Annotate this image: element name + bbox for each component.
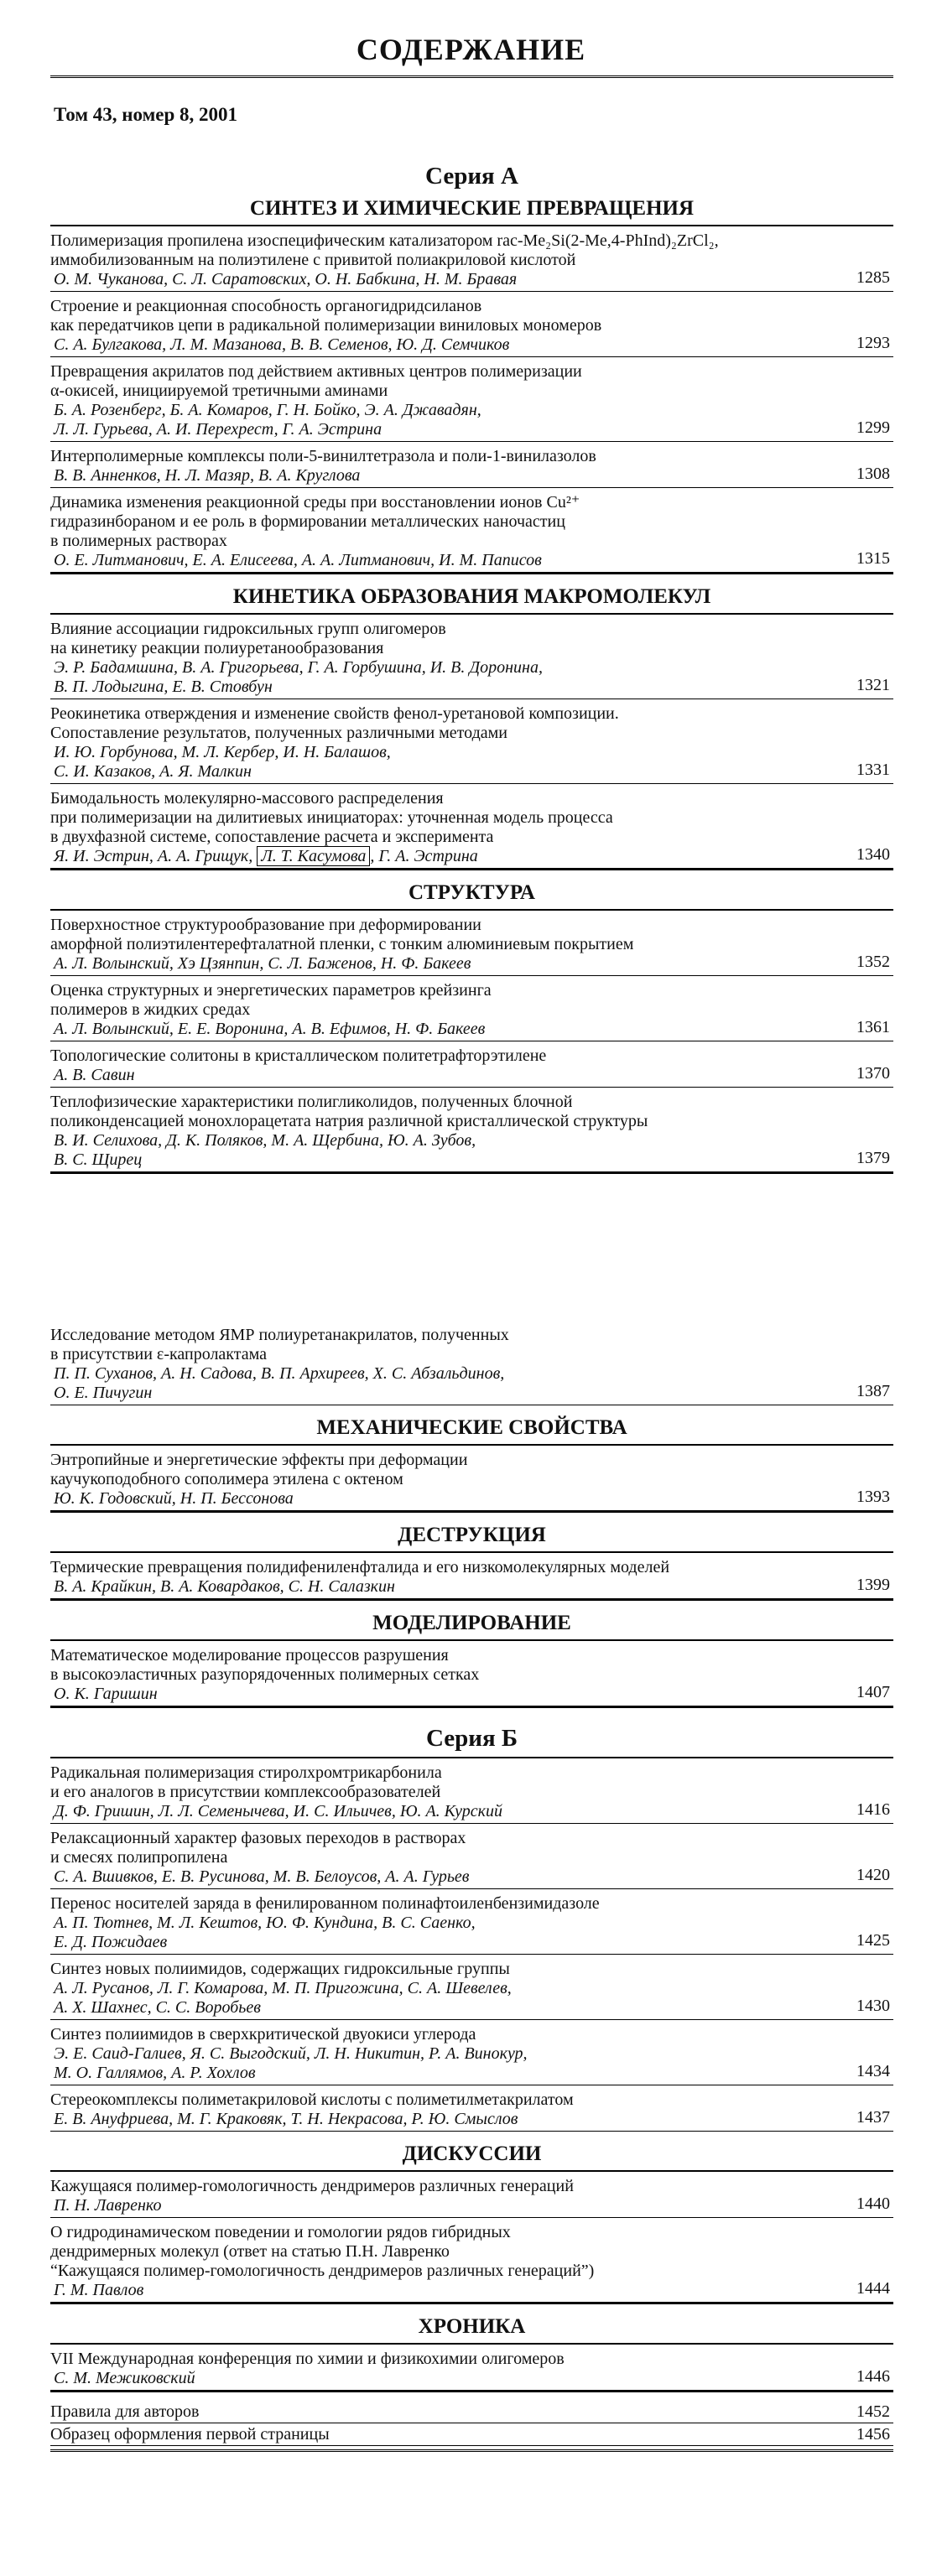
article-title-line: α-окисей, инициируемой третичными аминами — [50, 382, 388, 400]
authors-row — [50, 1802, 893, 1824]
article-title-line: поликонденсацией монохлорацетата натрия различной кристаллической структуры — [50, 1112, 648, 1130]
toc-entry — [50, 981, 893, 1041]
authors-line: П. П. Суханов, А. Н. Садова, В. П. Архиреев, Х. С. Абзальдинов, — [54, 1364, 505, 1383]
article-title — [50, 704, 893, 743]
authors-line: В. С. Щирец — [54, 1150, 143, 1169]
article-title — [50, 1829, 893, 1867]
series-a-sections — [50, 195, 893, 1174]
page-number: 1331 — [856, 761, 890, 779]
article-title-line: и смесях полипропилена — [50, 1848, 228, 1867]
page-number: 1361 — [856, 1018, 890, 1036]
page-number: 1293 — [856, 334, 890, 352]
article-authors — [50, 1914, 809, 1952]
authors-line: О. М. Чуканова, С. Л. Саратовских, О. Н. Бабкина, Н. М. Бравая — [54, 270, 518, 288]
authors-line: А. В. Савин — [54, 1066, 135, 1084]
section-end-rule — [50, 1599, 893, 1601]
article-title — [50, 1763, 893, 1802]
authors-line: Л. Л. Гурьева, А. И. Перехрест, Г. А. Эстрина — [54, 420, 383, 439]
article-title — [50, 231, 893, 270]
page-number: 1456 — [856, 2425, 890, 2444]
authors-row — [50, 335, 893, 357]
page-number: 1446 — [856, 2367, 890, 2386]
toc-entry — [50, 1046, 893, 1088]
article-title-line: Превращения акрилатов под действием активных центров полимеризации — [50, 362, 582, 381]
article-title-line: Релаксационный характер фазовых переходов в растворах — [50, 1829, 466, 1847]
article-title-line: VII Международная конференция по химии и физикохимии олигомеров — [50, 2350, 565, 2368]
toc-entry — [50, 1960, 893, 2020]
authors-part: Я. И. Эстрин, А. А. Грищук, — [54, 847, 258, 865]
article-title-line: Энтропийные и энергетические эффекты при деформации — [50, 1451, 468, 1469]
authors-row — [50, 2281, 893, 2303]
authors-row — [50, 1066, 893, 1088]
toc-entry — [50, 231, 893, 292]
section-heading: ДЕСТРУКЦИЯ — [50, 1521, 893, 1553]
article-authors — [50, 2044, 809, 2083]
authors-part: , Г. А. Эстрина — [370, 847, 478, 865]
article-authors — [50, 1802, 809, 1821]
page-number: 1444 — [856, 2279, 890, 2298]
article-authors — [50, 2110, 809, 2129]
toc-entry — [50, 2350, 893, 2391]
article-title — [50, 620, 893, 658]
article-authors — [50, 743, 809, 782]
authors-line: Э. Р. Бадамшина, В. А. Григорьева, Г. А. Горбушина, И. В. Доронина, — [54, 658, 543, 677]
article-authors — [50, 1364, 809, 1403]
page-title: СОДЕРЖАНИЕ — [356, 33, 586, 66]
series-title: Серия А — [425, 163, 518, 190]
article-authors — [50, 1131, 809, 1170]
toc-entry — [50, 1646, 893, 1706]
toc-entry — [50, 916, 893, 976]
section-heading: КИНЕТИКА ОБРАЗОВАНИЯ МАКРОМОЛЕКУЛ — [50, 583, 893, 615]
page-number: 1399 — [856, 1576, 890, 1594]
article-title — [50, 2090, 893, 2110]
article-title-line: дендримерных молекул (ответ на статью П.Н. Лавренко — [50, 2242, 450, 2261]
article-title-line: Исследование методом ЯМР полиуретанакрилатов, полученных — [50, 1326, 509, 1344]
article-authors — [50, 551, 809, 570]
article-title — [50, 297, 893, 335]
article-authors — [50, 466, 809, 486]
authors-line: М. О. Галлямов, А. Р. Хохлов — [54, 2064, 256, 2082]
article-title-line: в полимерных растворах — [50, 532, 227, 550]
footer-item — [50, 2423, 893, 2446]
article-title-line: Синтез новых полиимидов, содержащих гидроксильные группы — [50, 1960, 510, 1978]
page-number: 1452 — [856, 2402, 890, 2421]
article-authors — [50, 401, 809, 439]
article-title — [50, 1326, 893, 1364]
toc-entry — [50, 447, 893, 488]
footer-item — [50, 2401, 893, 2423]
authors-line: О. Е. Пичугин — [54, 1384, 153, 1402]
article-title-line: в высокоэластичных разупорядоченных полимерных сетках — [50, 1665, 480, 1684]
series-b-entries — [50, 1763, 893, 2132]
article-title-line: Оценка структурных и энергетических параметров крейзинга — [50, 981, 492, 1000]
authors-row — [50, 1131, 893, 1172]
page-number: 1308 — [856, 465, 890, 483]
section-end-rule — [50, 1511, 893, 1513]
article-authors — [50, 1685, 809, 1704]
article-title-line: Кажущаяся полимер-гомологичность дендримеров различных генераций — [50, 2177, 574, 2195]
toc-entry — [50, 1558, 893, 1599]
article-title-line: как передатчиков цепи в радикальной полимеризации виниловых мономеров — [50, 316, 602, 335]
authors-line: А. Л. Русанов, Л. Г. Комарова, М. П. Пригожина, С. А. Шевелев, — [54, 1979, 512, 1997]
article-title-line: полимеров в жидких средах — [50, 1000, 251, 1019]
article-title-line: Радикальная полимеризация стиролхромтрикарбонила — [50, 1763, 442, 1782]
authors-line: А. Л. Волынский, Е. Е. Воронина, А. В. Ефимов, Н. Ф. Бакеев — [54, 1020, 486, 1038]
authors-line: С. А. Вшивков, Е. В. Русинова, М. В. Белоусов, А. А. Гурьев — [54, 1867, 470, 1886]
article-authors — [50, 1020, 809, 1039]
article-title — [50, 2350, 893, 2369]
title-rule — [50, 75, 893, 78]
authors-row — [50, 743, 893, 784]
toc-entry — [50, 2177, 893, 2218]
page-number: 1370 — [856, 1064, 890, 1083]
article-title — [50, 2177, 893, 2196]
section-end-rule — [50, 2391, 893, 2392]
page-number: 1437 — [856, 2108, 890, 2127]
toc-entry — [50, 2223, 893, 2303]
page-number: 1379 — [856, 1149, 890, 1167]
article-title-line: Поверхностное структурообразование при деформировании — [50, 916, 481, 934]
authors-boxed-name: Л. Т. Касумова — [257, 846, 370, 866]
section-heading: МОДЕЛИРОВАНИЕ — [50, 1609, 893, 1641]
authors-row — [50, 1979, 893, 2020]
article-title-line: в двухфазной системе, сопоставление расчета и эксперимента — [50, 828, 494, 846]
article-authors — [50, 1867, 809, 1887]
article-title-line: Полимеризация пропилена изоспецифическим катализатором rac-Me₂Si(2-Me,4-PhInd)₂ZrCl₂, — [50, 231, 719, 250]
toc-entry — [50, 789, 893, 869]
page-number: 1420 — [856, 1866, 890, 1884]
toc-entry — [50, 362, 893, 442]
section-heading: СТРУКТУРА — [50, 879, 893, 911]
toc-entry — [50, 1451, 893, 1511]
series-a — [50, 161, 893, 1174]
toc-entry — [50, 1093, 893, 1172]
authors-row — [50, 2110, 893, 2132]
article-title-line: и его аналогов в присутствии комплексообразователей — [50, 1783, 441, 1801]
article-title-line: “Кажущаяся полимер-гомологичность дендримеров различных генераций”) — [50, 2262, 595, 2280]
series-a-continued — [50, 1321, 893, 1708]
article-title-line: Стереокомплексы полиметакриловой кислоты с полиметилметакрилатом — [50, 2090, 574, 2109]
article-title-line: Синтез полиимидов в сверхкритической двуокиси углерода — [50, 2025, 476, 2044]
article-title — [50, 1046, 893, 1066]
authors-row — [50, 466, 893, 488]
series-b-sections — [50, 2140, 893, 2392]
page-number: 1321 — [856, 676, 890, 694]
page-number: 1340 — [856, 845, 890, 864]
article-authors — [50, 954, 809, 974]
authors-line: С. И. Казаков, А. Я. Малкин — [54, 762, 252, 781]
section-heading: МЕХАНИЧЕСКИЕ СВОЙСТВА — [50, 1414, 893, 1446]
article-title-line: при полимеризации на дилитиевых инициаторах: уточненная модель процесса — [50, 808, 613, 827]
authors-line: Э. Е. Саид-Галиев, Я. С. Выгодский, Л. Н. Никитин, Р. А. Винокур, — [54, 2044, 528, 2063]
page-number: 1425 — [856, 1931, 890, 1950]
section-end-rule — [50, 1706, 893, 1708]
authors-line: В. П. Лодыгина, Е. В. Стовбун — [54, 678, 273, 696]
article-title-line: в присутствии ε-капролактама — [50, 1345, 268, 1363]
article-title — [50, 981, 893, 1020]
article-title — [50, 1894, 893, 1914]
article-title-line: Топологические солитоны в кристаллическом политетрафторэтилене — [50, 1046, 547, 1065]
article-title-line: аморфной полиэтилентерефталатной пленки, с тонким алюминиевым покрытием — [50, 935, 634, 953]
article-title — [50, 447, 893, 466]
toc-entry — [50, 704, 893, 784]
page-number: 1285 — [856, 268, 890, 287]
series-b — [50, 1723, 893, 2452]
article-title-line: Термические превращения полидифениленфталида и его низкомолекулярных моделей — [50, 1558, 670, 1576]
article-authors — [50, 2281, 809, 2300]
page-number: 1416 — [856, 1800, 890, 1819]
toc-entry — [50, 1829, 893, 1889]
authors-row — [50, 658, 893, 699]
article-authors — [50, 1979, 809, 2018]
article-title-line: гидразинбораном и ее роль в формировании металлических наночастиц — [50, 512, 565, 531]
section-heading: СИНТЕЗ И ХИМИЧЕСКИЕ ПРЕВРАЩЕНИЯ — [50, 195, 893, 226]
authors-line: Е. Д. Пожидаев — [54, 1933, 168, 1951]
article-title — [50, 1451, 893, 1489]
authors-line: А. Х. Шахнес, С. С. Воробьев — [54, 1998, 261, 2017]
authors-line: А. П. Тютнев, М. Л. Кештов, Ю. Ф. Кундина, В. С. Саенко, — [54, 1914, 476, 1932]
authors-line: В. И. Селихова, Д. К. Поляков, М. А. Щербина, Ю. А. Зубов, — [54, 1131, 476, 1150]
toc-entry — [50, 493, 893, 573]
authors-row — [50, 270, 893, 292]
article-title — [50, 1646, 893, 1685]
authors-row — [50, 1867, 893, 1889]
article-title-line: иммобилизованным на полиэтилене с привитой полиакриловой кислотой — [50, 251, 576, 269]
authors-row — [50, 1914, 893, 1955]
article-authors — [50, 270, 809, 289]
article-title-line: Теплофизические характеристики полигликолидов, полученных блочной — [50, 1093, 573, 1111]
toc-entry — [50, 1894, 893, 1955]
article-authors — [50, 335, 809, 355]
article-title-line: Интерполимерные комплексы поли-5-винилтетразола и поли-1-винилазолов — [50, 447, 596, 465]
section-end-rule — [50, 2303, 893, 2304]
page-number: 1393 — [856, 1488, 890, 1506]
footer-label: Образец оформления первой страницы — [50, 2425, 330, 2444]
toc-entry — [50, 2090, 893, 2132]
page-number: 1352 — [856, 953, 890, 971]
footer-label: Правила для авторов — [50, 2402, 200, 2421]
article-title-line: Математическое моделирование процессов разрушения — [50, 1646, 449, 1665]
article-authors — [50, 658, 809, 697]
article-title-line: на кинетику реакции полиуретанообразования — [50, 639, 384, 657]
authors-row — [50, 1685, 893, 1706]
authors-row — [50, 1020, 893, 1041]
authors-line: В. В. Анненков, Н. Л. Мазяр, В. А. Круглова — [54, 466, 361, 485]
toc-entry — [50, 620, 893, 699]
toc-entry — [50, 2025, 893, 2085]
page-number: 1387 — [856, 1382, 890, 1400]
article-title — [50, 1558, 893, 1577]
authors-line: Д. Ф. Гришин, Л. Л. Семенычева, И. С. Ильичев, Ю. А. Курский — [54, 1802, 502, 1820]
toc-entry — [50, 297, 893, 357]
authors-line: Е. В. Ануфриева, М. Г. Краковяк, Т. Н. Некрасова, Р. Ю. Смыслов — [54, 2110, 518, 2128]
article-authors — [50, 1066, 809, 1085]
authors-row — [50, 1364, 893, 1405]
authors-row — [50, 2044, 893, 2085]
page-number: 1315 — [856, 549, 890, 568]
continued-sections — [50, 1414, 893, 1708]
article-title-line: Строение и реакционная способность органогидридсиланов — [50, 297, 482, 315]
authors-row — [50, 2196, 893, 2218]
article-title-line: Динамика изменения реакционной среды при восстановлении ионов Cu²⁺ — [50, 493, 580, 512]
section-end-rule — [50, 1172, 893, 1174]
authors-line: И. Ю. Горбунова, М. Л. Кербер, И. Н. Балашов, — [54, 743, 391, 761]
page-number: 1407 — [856, 1683, 890, 1701]
article-authors — [50, 1577, 809, 1597]
continued-entry — [50, 1326, 893, 1405]
section-heading: ХРОНИКА — [50, 2313, 893, 2345]
authors-line: П. Н. Лавренко — [54, 2196, 162, 2215]
article-authors — [50, 1489, 809, 1509]
page-number: 1440 — [856, 2194, 890, 2213]
authors-line: Г. М. Павлов — [54, 2281, 144, 2299]
authors-line: О. К. Гаришин — [54, 1685, 158, 1703]
article-title — [50, 1093, 893, 1131]
authors-line: С. М. Межиковский — [54, 2369, 195, 2387]
article-title-line: Перенос носителей заряда в фенилированном полинафтоиленбензимидазоле — [50, 1894, 600, 1913]
page-number: 1434 — [856, 2062, 890, 2080]
section-end-rule — [50, 869, 893, 870]
volume-info: Том 43, номер 8, 2001 — [54, 104, 238, 125]
authors-line: Б. А. Розенберг, Б. А. Комаров, Г. Н. Бойко, Э. А. Джавадян, — [54, 401, 481, 419]
authors-row — [50, 1489, 893, 1511]
article-title-line: каучукоподобного сополимера этилена с октеном — [50, 1470, 403, 1488]
article-title-line: Сопоставление результатов, полученных различными методами — [50, 724, 507, 742]
article-title — [50, 789, 893, 847]
authors-row — [50, 551, 893, 573]
authors-row — [50, 2369, 893, 2391]
article-title — [50, 1960, 893, 1979]
authors-line: С. А. Булгакова, Л. М. Мазанова, В. В. Семенов, Ю. Д. Семчиков — [54, 335, 510, 354]
series-b-rule — [50, 1757, 893, 1758]
authors-line: О. Е. Литманович, Е. А. Елисеева, А. А. Литманович, И. М. Паписов — [54, 551, 542, 569]
article-authors — [50, 847, 809, 866]
authors-line: В. А. Крайкин, В. А. Ковардаков, С. Н. Салазкин — [54, 1577, 395, 1596]
article-title — [50, 2025, 893, 2044]
authors-row — [50, 1577, 893, 1599]
toc-entry — [50, 1326, 893, 1405]
authors-line — [54, 847, 809, 866]
section-end-rule — [50, 573, 893, 574]
series-title-b: Серия Б — [425, 1725, 518, 1752]
article-title-line: Влияние ассоциации гидроксильных групп олигомеров — [50, 620, 446, 638]
authors-row — [50, 401, 893, 442]
article-authors — [50, 2369, 809, 2388]
article-title — [50, 493, 893, 551]
article-title-line: О гидродинамическом поведении и гомологии рядов гибридных — [50, 2223, 511, 2241]
article-title — [50, 362, 893, 401]
page-number: 1299 — [856, 418, 890, 437]
authors-line: А. Л. Волынский, Хэ Цзянпин, С. Л. Баженов, Н. Ф. Бакеев — [54, 954, 471, 973]
article-title-line: Реокинетика отверждения и изменение свойств фенол-уретановой композиции. — [50, 704, 619, 723]
authors-line: Ю. К. Годовский, Н. П. Бессонова — [54, 1489, 294, 1508]
article-title — [50, 2223, 893, 2281]
authors-row — [50, 954, 893, 976]
toc-entry — [50, 1763, 893, 1824]
authors-row — [50, 847, 893, 869]
section-heading: ДИСКУССИИ — [50, 2140, 893, 2172]
article-title — [50, 916, 893, 954]
toc-footer — [50, 2401, 893, 2446]
article-title-line: Бимодальность молекулярно-массового распределения — [50, 789, 444, 808]
page-number: 1430 — [856, 1997, 890, 2015]
article-authors — [50, 2196, 809, 2215]
bottom-rule — [50, 2449, 893, 2452]
